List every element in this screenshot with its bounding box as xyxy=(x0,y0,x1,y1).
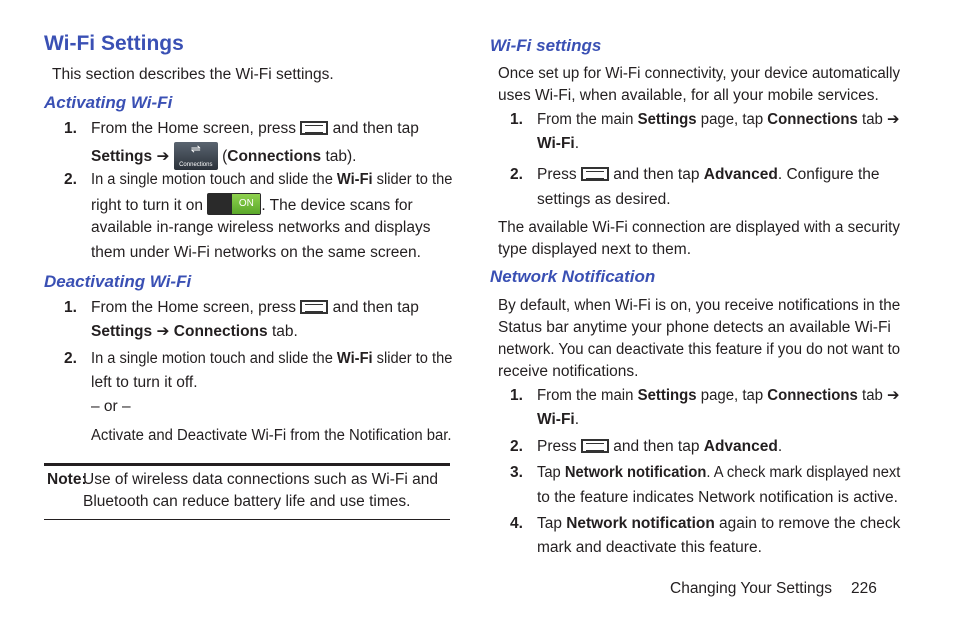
step-text: settings as desired. xyxy=(537,191,671,208)
connections-label: Connections xyxy=(767,387,858,404)
step-number: 2. xyxy=(510,438,523,455)
step-text-part: tab). xyxy=(321,148,357,165)
step-number: 2. xyxy=(510,166,523,183)
note-bottom-rule xyxy=(44,519,450,520)
step-text-part: From the main xyxy=(537,111,638,128)
note-label-text: Note: xyxy=(47,471,87,488)
step-text: to the feature indicates Network notification is active. xyxy=(537,489,898,506)
wifi-label: Wi-Fi xyxy=(537,135,575,152)
footer-section-title: Changing Your Settings xyxy=(670,580,833,597)
step-text xyxy=(91,348,452,370)
step-text-part: . xyxy=(574,411,580,428)
body-text: The available Wi-Fi connection are displayed with a security xyxy=(498,219,900,236)
step-text xyxy=(91,321,298,343)
settings-label: Settings xyxy=(91,148,153,165)
menu-key-icon xyxy=(581,167,609,181)
step-text xyxy=(537,133,579,155)
step-text-part: slider to the xyxy=(372,171,453,188)
swap-arrows-icon: ⇌ xyxy=(190,142,201,156)
step-text: Activate and Deactivate Wi-Fi from the Notification bar. xyxy=(91,427,452,444)
connections-label: Connections xyxy=(227,148,322,165)
body-text: Once set up for Wi-Fi connectivity, your device automatically xyxy=(498,65,901,82)
connections-label: Connections xyxy=(767,111,858,128)
step-text xyxy=(537,385,900,407)
connections-tab-icon xyxy=(174,142,218,170)
step-text-part: . xyxy=(777,438,783,455)
icon-caption: Connections xyxy=(179,162,213,168)
step-text-part: . The device scans for xyxy=(261,197,413,214)
step-text xyxy=(537,109,900,131)
step-text xyxy=(91,297,419,319)
arrow-glyph: ➔ xyxy=(156,323,170,340)
step-number: 4. xyxy=(510,515,523,532)
footer-page-number: 226 xyxy=(851,580,877,597)
step-text-part: tab ➔ xyxy=(857,387,900,404)
wifi-label: Wi-Fi xyxy=(336,171,373,188)
body-text: type displayed next to them. xyxy=(498,241,692,258)
step-text xyxy=(91,169,452,191)
or-separator: – or – xyxy=(91,398,131,415)
note-top-rule xyxy=(44,463,450,466)
step-text-part: In a single motion touch and slide the xyxy=(91,171,337,188)
page-title: Wi-Fi Settings xyxy=(44,32,184,55)
step-text xyxy=(91,118,419,140)
advanced-label: Advanced xyxy=(703,438,778,455)
menu-key-icon xyxy=(581,439,609,453)
step-text-part: Tap xyxy=(537,515,567,532)
step-text xyxy=(537,513,900,535)
step-text xyxy=(537,462,900,484)
settings-label: Settings xyxy=(637,111,697,128)
step-text-part: . Configure the xyxy=(777,166,880,183)
step-text-part: and then tap xyxy=(332,120,419,137)
menu-key-icon xyxy=(300,121,328,135)
step-text-part: tab. xyxy=(267,323,298,340)
step-text-part: and then tap xyxy=(613,166,704,183)
step-number: 3. xyxy=(510,464,523,481)
body-text: receive notifications. xyxy=(498,363,639,380)
step-number: 2. xyxy=(64,171,77,188)
body-text: uses Wi-Fi, when available, for all your mobile services. xyxy=(498,87,879,104)
note-label xyxy=(47,469,87,491)
wifi-on-toggle-icon xyxy=(207,193,261,215)
heading-deactivating: Deactivating Wi-Fi xyxy=(44,272,192,291)
step-text-part: page, tap xyxy=(696,387,768,404)
step-text: left to turn it off. xyxy=(91,374,198,391)
step-text-part: slider to the xyxy=(372,350,453,367)
step-text-part: . A check mark displayed next xyxy=(706,464,901,481)
step-number: 2. xyxy=(64,350,77,367)
step-text xyxy=(91,142,356,170)
step-number: 1. xyxy=(510,387,523,404)
step-text-part: From the Home screen, press xyxy=(91,120,297,137)
note-text: Use of wireless data connections such as Wi-Fi and xyxy=(83,471,438,488)
step-text-part: tab ➔ xyxy=(857,111,900,128)
step-number: 1. xyxy=(510,111,523,128)
step-text-part: again to remove the check xyxy=(714,515,901,532)
connections-label: Connections xyxy=(173,323,268,340)
heading-network-notification: Network Notification xyxy=(490,267,656,286)
step-text-part: Press xyxy=(537,166,577,183)
body-text: Status bar anytime your phone detects an available Wi-Fi xyxy=(498,319,891,336)
step-text xyxy=(537,436,782,458)
heading-wifi-settings: Wi-Fi settings xyxy=(490,36,602,55)
intro-text: This section describes the Wi-Fi settings. xyxy=(52,66,334,83)
heading-activating: Activating Wi-Fi xyxy=(44,93,173,112)
arrow-glyph: ➔ xyxy=(156,148,170,165)
advanced-label: Advanced xyxy=(703,166,778,183)
step-text-part: Press xyxy=(537,438,577,455)
step-number: 1. xyxy=(64,299,77,316)
step-text xyxy=(537,164,880,186)
toggle-knob: ON xyxy=(232,194,260,214)
step-text xyxy=(537,409,579,431)
step-text: available in-range wireless networks and displays xyxy=(91,219,431,236)
step-text-part: From the Home screen, press xyxy=(91,299,297,316)
step-text xyxy=(91,193,413,217)
body-text: By default, when Wi-Fi is on, you receive notifications in the xyxy=(498,297,901,314)
step-text-part: page, tap xyxy=(696,111,768,128)
step-text-part: . xyxy=(574,135,580,152)
step-text-part: right to turn it on xyxy=(91,197,204,214)
network-notification-label: Network notification xyxy=(566,515,715,532)
step-text-part: and then tap xyxy=(332,299,419,316)
settings-label: Settings xyxy=(91,323,153,340)
menu-key-icon xyxy=(300,300,328,314)
network-notification-label: Network notification xyxy=(564,464,707,481)
step-text-part: From the main xyxy=(537,387,638,404)
paren: ( xyxy=(222,148,228,165)
step-text-part: In a single motion touch and slide the xyxy=(91,350,337,367)
body-text: network. You can deactivate this feature if you do not want to xyxy=(498,341,901,358)
note-text: Bluetooth can reduce battery life and use times. xyxy=(83,493,411,510)
settings-label: Settings xyxy=(637,387,697,404)
wifi-label: Wi-Fi xyxy=(336,350,373,367)
step-number: 1. xyxy=(64,120,77,137)
step-text: them under Wi-Fi networks on the same screen. xyxy=(91,244,421,261)
step-text-part: and then tap xyxy=(613,438,704,455)
step-text: mark and deactivate this feature. xyxy=(537,539,762,556)
step-text-part: Tap xyxy=(537,464,565,481)
wifi-label: Wi-Fi xyxy=(537,411,575,428)
